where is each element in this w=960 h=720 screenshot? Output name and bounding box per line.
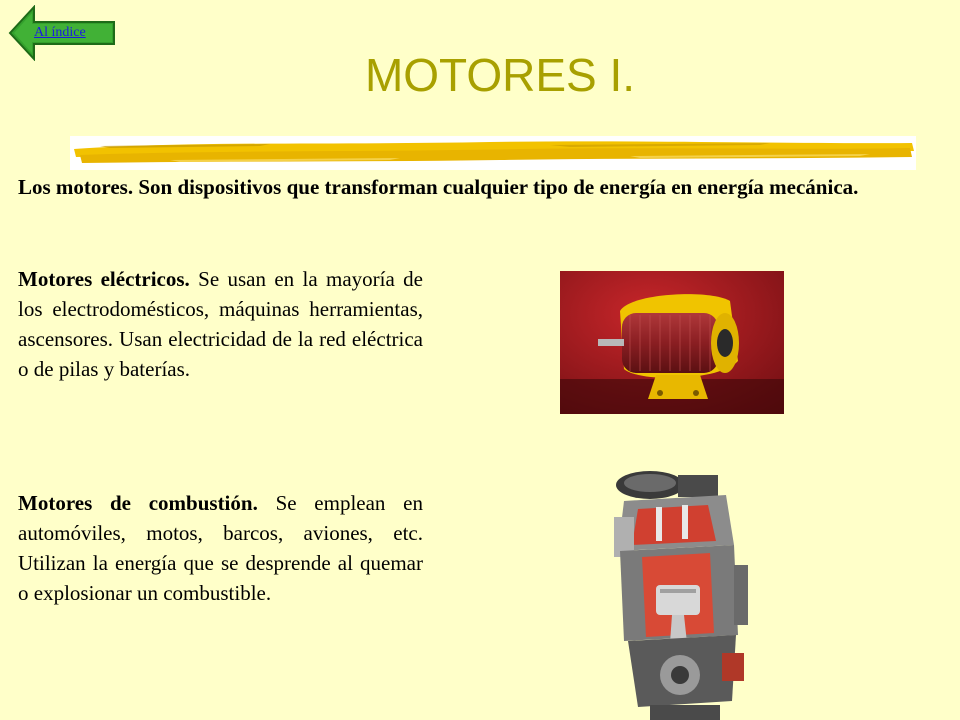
electric-motors-paragraph [18, 264, 423, 384]
page-title: MOTORES I. [364, 49, 636, 101]
back-link-label[interactable]: Al índice [34, 25, 86, 40]
electric-motors-text: Se usan en la mayoría de los electrodomésticos, máquinas herramientas, ascensores. Usan electricidad de la red eléctrica o de pilas y baterías. [18, 267, 424, 381]
intro-paragraph [18, 172, 936, 202]
brush-stroke-divider [70, 133, 916, 173]
combustion-engine-photo [598, 465, 758, 720]
intro-term: Los motores [18, 175, 128, 199]
combustion-motors-text: Se emplean en automóviles, motos, barcos, aviones, etc. Utilizan la energía que se desprende al quemar o explosionar un combustible. [18, 491, 423, 605]
intro-text: . Son dispositivos que transforman cualquier tipo de energía en energía mecánica. [127, 175, 859, 199]
combustion-motors-heading: Motores de combustión. [18, 491, 258, 515]
electric-motor-photo [560, 271, 784, 414]
electric-motors-heading: Motores eléctricos. [18, 267, 190, 291]
combustion-motors-paragraph [18, 488, 423, 608]
